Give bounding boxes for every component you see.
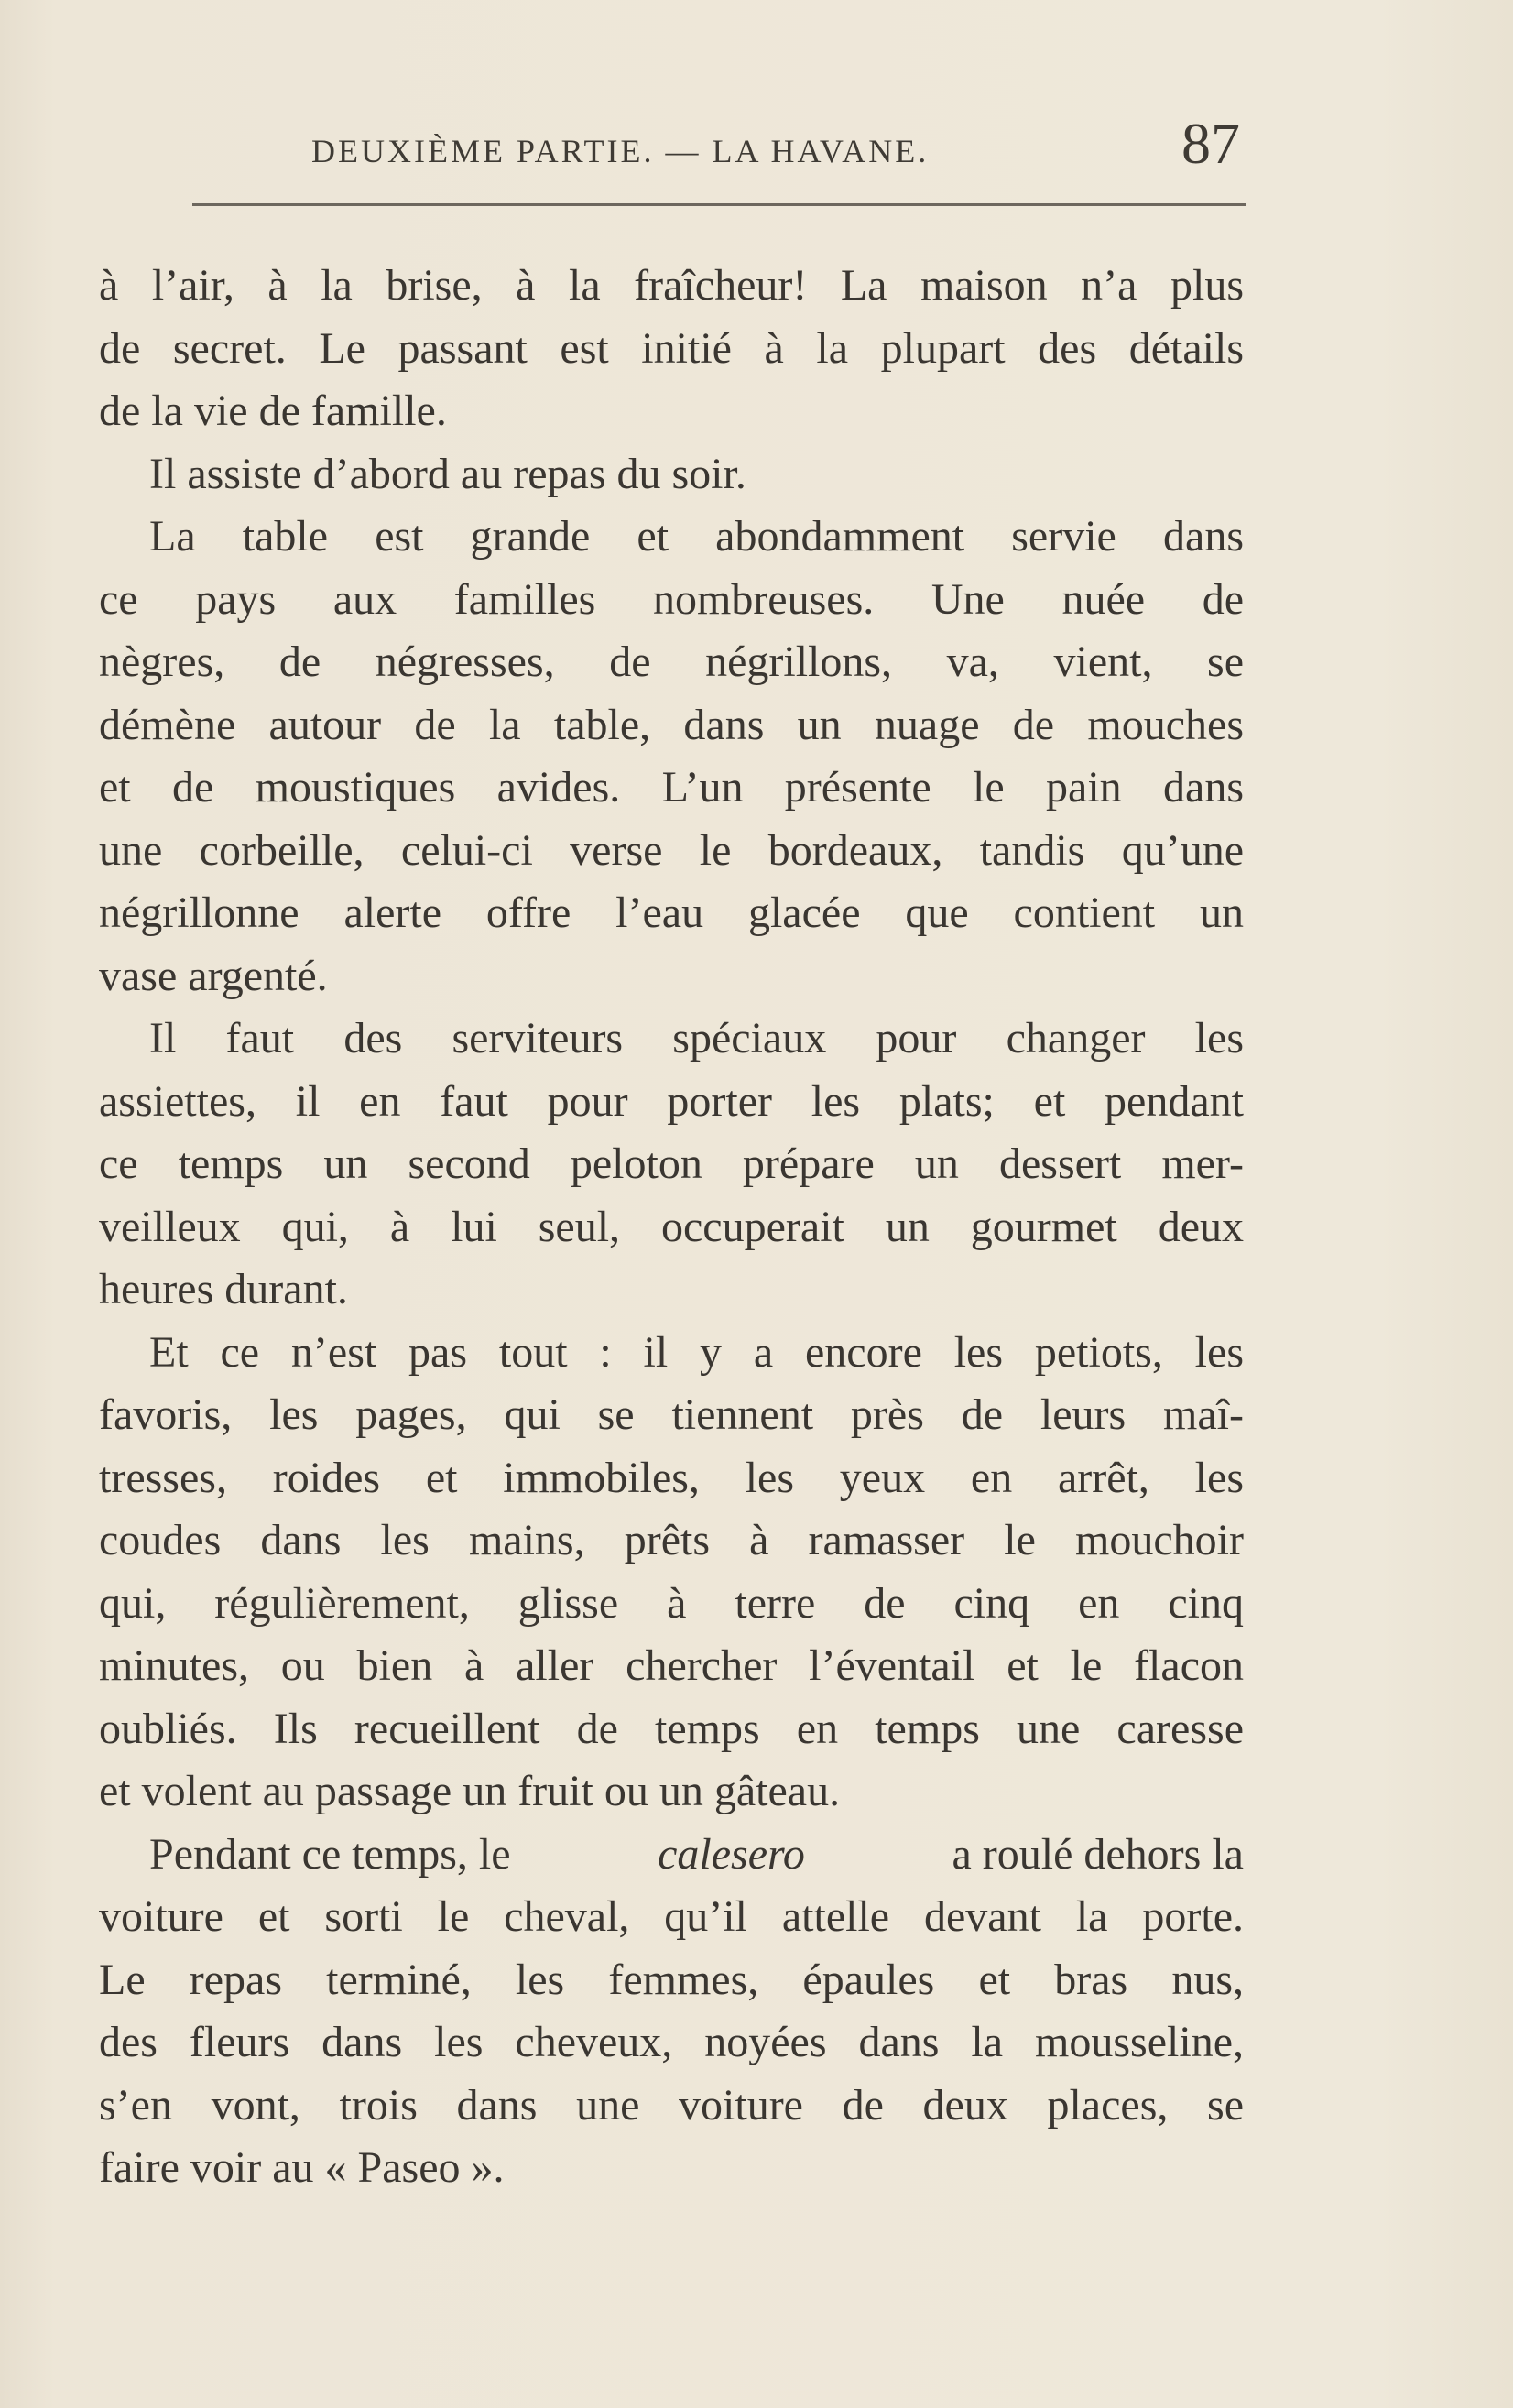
text-line: de la vie de famille. [99,387,447,435]
text-line: heures durant. [99,1265,348,1313]
text-line: démène autour de la table, dans un nuage de mouches [99,700,1244,749]
text-segment: Pendant ce temps, le [149,1829,511,1879]
text-line-italic [99,1824,1244,1887]
text-line: qui, régulièrement, glisse à terre de cinq en cinq [99,1578,1244,1628]
header-rule [192,203,1246,206]
text-segment: a roulé dehors la [952,1829,1244,1879]
running-title: DEUXIÈME PARTIE. — LA HAVANE. [311,133,930,169]
text-line: une corbeille, celui-ci verse le bordeaux, tandis qu’une [99,825,1244,875]
text-line: négrillonne alerte offre l’eau glacée que contient un [99,888,1244,937]
text-line: ce temps un second peloton prépare un dessert mer- [99,1139,1244,1188]
page-number: 87 [1181,111,1240,176]
text-line: veilleux qui, à lui seul, occuperait un gourmet deux [99,1202,1244,1251]
text-line: de secret. Le passant est initié à la plupart des détails [99,323,1244,373]
text-line: oubliés. Ils recueillent de temps en temps une caresse [99,1704,1244,1753]
text-line: ce pays aux familles nombreuses. Une nuée de [99,574,1244,624]
text-line: coudes dans les mains, prêts à ramasser le mouchoir [99,1516,1244,1564]
text-line: La table est grande et abondamment servie dans [149,512,1244,561]
text-line: faire voir au « Paseo ». [99,2143,505,2192]
text-line: Et ce n’est pas tout : il y a encore les petiots, les [149,1327,1244,1377]
text-line: assiettes, il en faut pour porter les plats; et pendant [99,1076,1244,1126]
text-line: à l’air, à la brise, à la fraîcheur! La maison n’a plus [99,261,1244,310]
text-line: Le repas terminé, les femmes, épaules et bras nus, [99,1955,1244,2004]
running-head [192,110,1291,183]
text-line: tresses, roides et immobiles, les yeux en arrêt, les [99,1453,1244,1502]
text-line: favoris, les pages, qui se tiennent près de leurs maî- [99,1390,1244,1439]
italic-term: calesero [658,1829,805,1879]
text-line: voiture et sorti le cheval, qu’il attelle devant la porte. [99,1892,1244,1941]
text-line: s’en vont, trois dans une voiture de deux places, se [99,2080,1244,2130]
text-line: et volent au passage un fruit ou un gâteau. [99,1767,841,1815]
text-line: Il faut des serviteurs spéciaux pour changer les [149,1014,1244,1062]
text-line: des fleurs dans les cheveux, noyées dans la mousseline, [99,2018,1244,2066]
text-line: minutes, ou bien à aller chercher l’éventail et le flacon [99,1641,1244,1690]
text-line: nègres, de négresses, de négrillons, va, vient, se [99,637,1244,686]
body-text [99,255,1244,2200]
text-line: Il assiste d’abord au repas du soir. [149,449,746,498]
text-line: vase argenté. [99,951,328,1000]
text-line: et de moustiques avides. L’un présente le pain dans [99,763,1244,812]
